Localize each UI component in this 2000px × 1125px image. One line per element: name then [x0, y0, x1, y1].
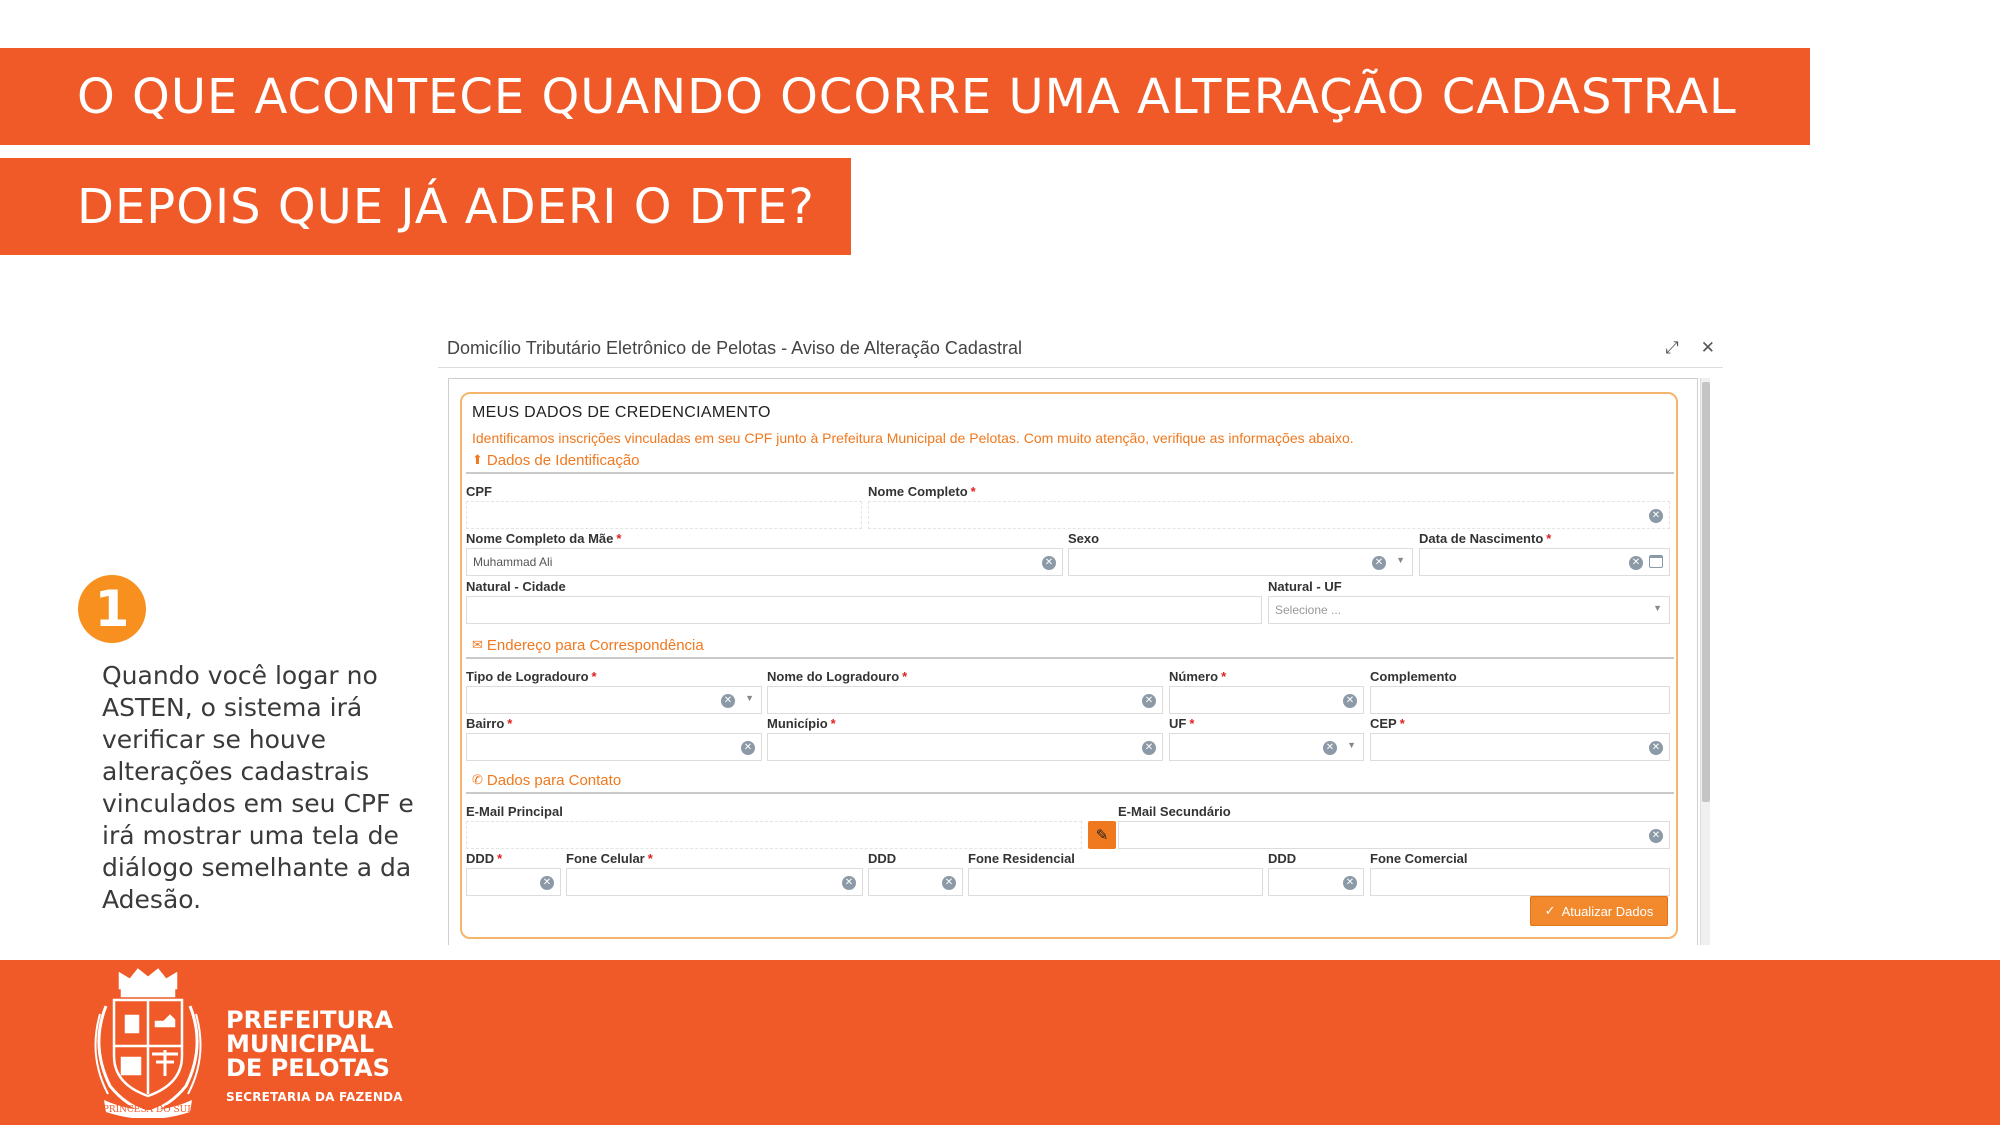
birth-date-label: Data de Nascimento	[1419, 531, 1544, 546]
municipality-input[interactable]	[767, 733, 1163, 761]
uf-field	[1169, 716, 1364, 761]
ddd-home-label: DDD	[868, 851, 897, 866]
edit-email-button[interactable]	[1088, 821, 1116, 849]
required-mark: *	[902, 669, 908, 684]
uf-select[interactable]	[1169, 733, 1364, 761]
dialog-window	[438, 330, 1723, 945]
required-mark: *	[497, 851, 503, 866]
required-mark: *	[830, 716, 836, 731]
full-name-field	[868, 484, 1670, 529]
required-mark: *	[591, 669, 597, 684]
clear-icon[interactable]: ✕	[721, 694, 735, 708]
email-main-label: E-Mail Principal	[466, 804, 563, 819]
arrow-up-icon: ⬆	[472, 452, 483, 467]
work-phone-label: Fone Comercial	[1370, 851, 1468, 866]
clear-icon[interactable]: ✕	[1142, 694, 1156, 708]
clear-icon[interactable]: ✕	[1343, 694, 1357, 708]
ddd-work-label: DDD	[1268, 851, 1297, 866]
clear-icon[interactable]: ✕	[942, 876, 956, 890]
required-mark: *	[1399, 716, 1405, 731]
clear-icon[interactable]: ✕	[1649, 741, 1663, 755]
clear-icon[interactable]: ✕	[1323, 741, 1337, 755]
clear-icon[interactable]: ✕	[1372, 556, 1386, 570]
required-mark: *	[1189, 716, 1195, 731]
ddd-work-field	[1268, 851, 1364, 896]
envelope-icon: ✉	[472, 637, 483, 652]
ddd-work-input[interactable]	[1268, 868, 1364, 896]
uf-natural-placeholder: Selecione ...	[1275, 603, 1342, 617]
credential-panel	[460, 392, 1678, 939]
org-line-3: DE PELOTAS	[226, 1054, 390, 1082]
email-secondary-field	[1118, 804, 1670, 849]
section-identification	[466, 452, 1674, 474]
cep-label: CEP	[1370, 716, 1397, 731]
municipality-field	[767, 716, 1163, 761]
cep-input[interactable]	[1370, 733, 1670, 761]
clear-icon[interactable]: ✕	[1629, 556, 1643, 570]
complement-field	[1370, 669, 1670, 714]
cpf-field	[466, 484, 862, 529]
number-label: Número	[1169, 669, 1219, 684]
required-mark: *	[1546, 531, 1552, 546]
birth-date-input[interactable]	[1419, 548, 1670, 576]
number-field	[1169, 669, 1364, 714]
clear-icon[interactable]: ✕	[1649, 509, 1663, 523]
email-secondary-label: E-Mail Secundário	[1118, 804, 1231, 819]
cpf-label: CPF	[466, 484, 492, 499]
uf-label: UF	[1169, 716, 1187, 731]
uf-natural-label: Natural - UF	[1268, 579, 1342, 594]
mother-name-field	[466, 531, 1063, 576]
clear-icon[interactable]: ✕	[1042, 556, 1056, 570]
calendar-icon[interactable]	[1649, 555, 1663, 568]
cpf-input[interactable]	[466, 501, 862, 529]
ddd-cell-field	[466, 851, 561, 896]
clear-icon[interactable]: ✕	[1142, 741, 1156, 755]
heading-line-2-text: DEPOIS QUE JÁ ADERI O DTE?	[77, 178, 815, 235]
chevron-down-icon[interactable]: ▼	[1396, 555, 1405, 565]
step-description: Quando você logar no ASTEN, o sistema irá verificar se houve alterações cadastrais vinculados em seu CPF e irá mostrar uma tela de diálogo semelhante a da Adesão.	[102, 661, 414, 914]
mother-name-label: Nome Completo da Mãe	[466, 531, 614, 546]
expand-icon[interactable]: ⤢	[1665, 338, 1679, 357]
ddd-home-input[interactable]	[868, 868, 963, 896]
department-name: SECRETARIA DA FAZENDA	[226, 1090, 403, 1104]
update-data-label: Atualizar Dados	[1561, 903, 1654, 919]
dialog-header	[438, 330, 1723, 368]
clear-icon[interactable]: ✕	[1343, 876, 1357, 890]
full-name-input[interactable]	[868, 501, 1670, 529]
home-phone-label: Fone Residencial	[968, 851, 1075, 866]
section-contact-label: Dados para Contato	[486, 772, 622, 789]
clear-icon[interactable]: ✕	[741, 741, 755, 755]
chevron-down-icon[interactable]: ▼	[1347, 740, 1356, 750]
update-data-button[interactable]	[1530, 896, 1668, 926]
mother-name-input[interactable]	[466, 548, 1063, 576]
heading-line-1-text: O QUE ACONTECE QUANDO OCORRE UMA ALTERAÇÃO CADASTRAL	[77, 68, 1737, 125]
neighborhood-field	[466, 716, 762, 761]
required-mark: *	[507, 716, 513, 731]
work-phone-field	[1370, 851, 1670, 896]
number-input[interactable]	[1169, 686, 1364, 714]
required-mark: *	[616, 531, 622, 546]
sex-select[interactable]	[1068, 548, 1413, 576]
street-name-label: Nome do Logradouro	[767, 669, 900, 684]
municipality-label: Município	[767, 716, 828, 731]
org-line-2: MUNICIPAL	[226, 1030, 375, 1058]
complement-input[interactable]	[1370, 686, 1670, 714]
footer-bar	[0, 960, 2000, 1125]
neighborhood-input[interactable]	[466, 733, 762, 761]
scrollbar-thumb[interactable]	[1702, 382, 1710, 802]
email-main-input[interactable]	[466, 821, 1082, 849]
street-type-field	[466, 669, 762, 714]
home-phone-field	[968, 851, 1263, 896]
birth-date-field	[1419, 531, 1670, 576]
section-address-label: Endereço para Correspondência	[486, 637, 704, 654]
work-phone-input[interactable]	[1370, 868, 1670, 896]
close-icon[interactable]: ✕	[1700, 338, 1715, 357]
chevron-down-icon[interactable]: ▼	[1653, 603, 1662, 613]
panel-title: MEUS DADOS DE CREDENCIAMENTO	[472, 404, 771, 421]
step-number-badge: 1	[78, 575, 146, 643]
dialog-actions	[1665, 338, 1715, 358]
section-identification-label: Dados de Identificação	[486, 452, 640, 469]
full-name-label: Nome Completo	[868, 484, 968, 499]
required-mark: *	[1221, 669, 1227, 684]
chevron-down-icon[interactable]: ▼	[745, 693, 754, 703]
panel-notice: Identificamos inscrições vinculadas em seu CPF junto à Prefeitura Municipal de Pelotas. Com muito atenção, verifique as informações abaixo.	[472, 430, 1354, 446]
organization-name	[226, 1008, 393, 1080]
heading-line-2	[0, 158, 851, 255]
clear-icon[interactable]: ✕	[1649, 829, 1663, 843]
cell-phone-label: Fone Celular	[566, 851, 645, 866]
crest-motto: PRINCESA DO SUL	[102, 1105, 194, 1115]
uf-natural-select[interactable]	[1268, 596, 1670, 624]
city-field	[466, 579, 1262, 624]
section-address	[466, 637, 1674, 659]
cell-phone-input[interactable]	[566, 868, 863, 896]
complement-label: Complemento	[1370, 669, 1457, 684]
home-phone-input[interactable]	[968, 868, 1263, 896]
city-crest-logo	[86, 966, 210, 1118]
neighborhood-label: Bairro	[466, 716, 505, 731]
scrollbar[interactable]	[1700, 378, 1710, 945]
uf-natural-field	[1268, 579, 1670, 624]
ddd-cell-input[interactable]	[466, 868, 561, 896]
clear-icon[interactable]: ✕	[540, 876, 554, 890]
required-mark: *	[970, 484, 976, 499]
clear-icon[interactable]: ✕	[842, 876, 856, 890]
ddd-cell-label: DDD	[466, 851, 495, 866]
street-type-select[interactable]	[466, 686, 762, 714]
required-mark: *	[647, 851, 653, 866]
ddd-home-field	[868, 851, 963, 896]
cep-field	[1370, 716, 1670, 761]
email-main-field	[466, 804, 1082, 849]
mother-name-value: Muhammad Ali	[473, 555, 553, 569]
section-contact	[466, 772, 1674, 794]
city-label: Natural - Cidade	[466, 579, 566, 594]
email-secondary-input[interactable]	[1118, 821, 1670, 849]
pencil-icon: ✎	[1095, 827, 1109, 844]
street-name-input[interactable]	[767, 686, 1163, 714]
phone-icon: ✆	[472, 772, 483, 787]
org-line-1: PREFEITURA	[226, 1006, 394, 1034]
sex-label: Sexo	[1068, 531, 1100, 546]
dialog-title: Domicílio Tributário Eletrônico de Pelotas - Aviso de Alteração Cadastral	[447, 338, 1022, 358]
sex-field	[1068, 531, 1413, 576]
cell-phone-field	[566, 851, 863, 896]
check-icon: ✓	[1544, 903, 1556, 918]
street-name-field	[767, 669, 1163, 714]
heading-line-1	[0, 48, 1810, 145]
street-type-label: Tipo de Logradouro	[466, 669, 589, 684]
city-input[interactable]	[466, 596, 1262, 624]
